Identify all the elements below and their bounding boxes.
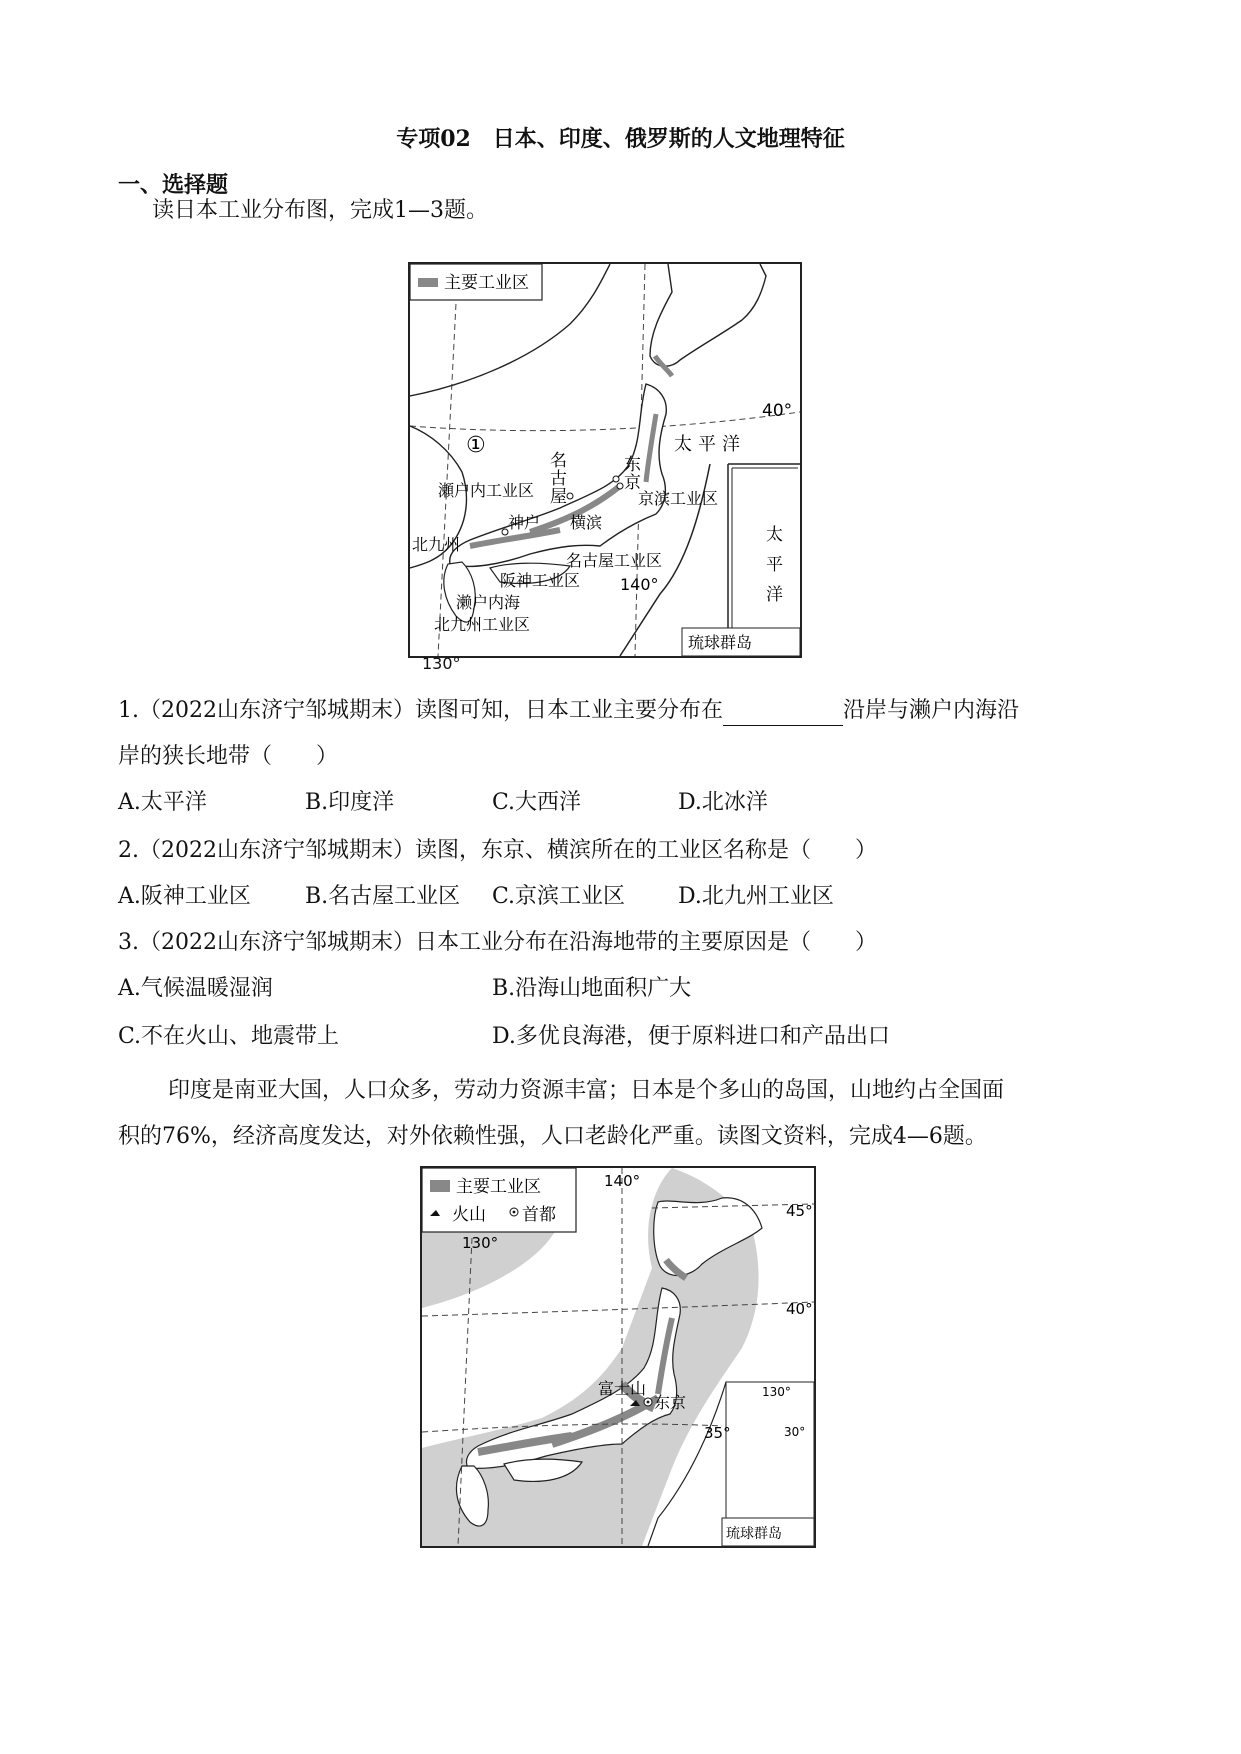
map1-kitakyushu-ind: 北九州工业区 bbox=[434, 615, 531, 634]
section-heading: 一、选择题 bbox=[118, 172, 229, 198]
map2-lon-130: 130° bbox=[462, 1234, 499, 1252]
intro-text-2-line2: 积的76%，经济高度发达，对外依赖性强，人口老龄化严重。读图文资料，完成4—6题。 bbox=[118, 1124, 987, 1149]
q3-option-a: A.气候温暖湿润 bbox=[118, 976, 273, 1001]
map1-setouchi-ind: 瀬户内工业区 bbox=[438, 481, 535, 500]
map1-lon-140: 140° bbox=[620, 575, 659, 594]
q1-option-b: B.印度洋 bbox=[305, 790, 395, 815]
map1-circle-label: ① bbox=[466, 433, 486, 458]
q1-option-a: A.太平洋 bbox=[118, 790, 207, 815]
q2-option-c: C.京滨工业区 bbox=[492, 884, 626, 909]
map2-tokyo: 东京 bbox=[654, 1393, 687, 1412]
map1-lon-130: 130° bbox=[422, 654, 461, 673]
map1-nagoya-2: 古 bbox=[550, 469, 567, 489]
map2-ryukyu: 琉球群岛 bbox=[726, 1526, 782, 1542]
japan-volcano-map-figure bbox=[422, 1168, 814, 1546]
map1-kitakyushu: 北九州 bbox=[412, 535, 461, 554]
q3-option-b: B.沿海山地面积广大 bbox=[492, 976, 692, 1001]
page-title: 专项02 日本、印度、俄罗斯的人文地理特征 bbox=[396, 126, 845, 152]
map1-ryukyu: 琉球群岛 bbox=[688, 633, 753, 652]
map1-ocean: 太平洋 bbox=[674, 434, 746, 455]
intro-text-1: 读日本工业分布图，完成1—3题。 bbox=[152, 198, 488, 223]
q2-option-a: A.阪神工业区 bbox=[118, 884, 251, 909]
map2-fuji: 富士山 bbox=[598, 1379, 647, 1398]
q1-blank bbox=[723, 703, 843, 726]
map1-inset-ocean-2: 平 bbox=[766, 555, 783, 575]
map2-lon-140: 140° bbox=[604, 1172, 641, 1190]
q3-option-d: D.多优良海港，便于原料进口和产品出口 bbox=[492, 1024, 890, 1049]
japan-volcano-map bbox=[420, 1166, 816, 1548]
map2-lat-35: 35° bbox=[704, 1424, 731, 1442]
map1-tokyo-2: 京 bbox=[624, 473, 641, 493]
map1-nagoya-ind: 名古屋工业区 bbox=[566, 551, 663, 570]
intro-text-2-line1: 印度是南亚大国，人口众多，劳动力资源丰富；日本是个多山的岛国，山地约占全国面 bbox=[168, 1078, 1005, 1103]
map1-legend: 主要工业区 bbox=[444, 273, 529, 293]
q1-stem-b: 沿岸与濑户内海沿 bbox=[842, 698, 1019, 723]
japan-industry-map-figure bbox=[410, 264, 800, 656]
map1-tokyo-1: 东 bbox=[624, 455, 641, 475]
map1-keihin: 京滨工业区 bbox=[638, 489, 719, 508]
q3-stem: 3.（2022山东济宁邹城期末）日本工业分布在沿海地带的主要原因是（ ） bbox=[118, 930, 877, 955]
map1-yokohama: 横滨 bbox=[570, 513, 603, 532]
q2-option-d: D.北九州工业区 bbox=[678, 884, 834, 909]
map2-lat-45: 45° bbox=[786, 1202, 813, 1220]
q2-stem: 2.（2022山东济宁邹城期末）读图，东京、横滨所在的工业区名称是（ ） bbox=[118, 838, 877, 863]
map2-inset-lon: 130° bbox=[762, 1385, 791, 1399]
map2-legend-capital: 首都 bbox=[522, 1205, 556, 1225]
q1-stem-line2: 岸的狭长地带（ ） bbox=[118, 744, 339, 769]
q1-option-d: D.北冰洋 bbox=[678, 790, 768, 815]
map1-inset-ocean-3: 洋 bbox=[766, 585, 783, 605]
map1-kobe: 神户 bbox=[508, 513, 541, 532]
map2-legend-industry: 主要工业区 bbox=[456, 1177, 541, 1197]
map1-nagoya-3: 屋 bbox=[550, 487, 567, 507]
q1-stem-a: 1.（2022山东济宁邹城期末）读图可知，日本工业主要分布在 bbox=[118, 698, 723, 723]
q1-option-c: C.大西洋 bbox=[492, 790, 582, 815]
q3-option-c: C.不在火山、地震带上 bbox=[118, 1024, 340, 1049]
japan-industry-map bbox=[408, 262, 802, 658]
q1-stem-line1 bbox=[118, 696, 1019, 726]
map1-setonaikai: 濑户内海 bbox=[456, 593, 521, 612]
map1-lat-40: 40° bbox=[762, 401, 793, 421]
map2-legend-volcano: 火山 bbox=[452, 1205, 486, 1225]
map2-inset-lat: 30° bbox=[784, 1425, 806, 1439]
map1-hanshin: 阪神工业区 bbox=[500, 571, 581, 590]
map1-nagoya-1: 名 bbox=[550, 451, 567, 471]
map2-lat-40: 40° bbox=[786, 1300, 813, 1318]
q2-option-b: B.名古屋工业区 bbox=[305, 884, 461, 909]
map1-inset-ocean-1: 太 bbox=[766, 525, 783, 545]
